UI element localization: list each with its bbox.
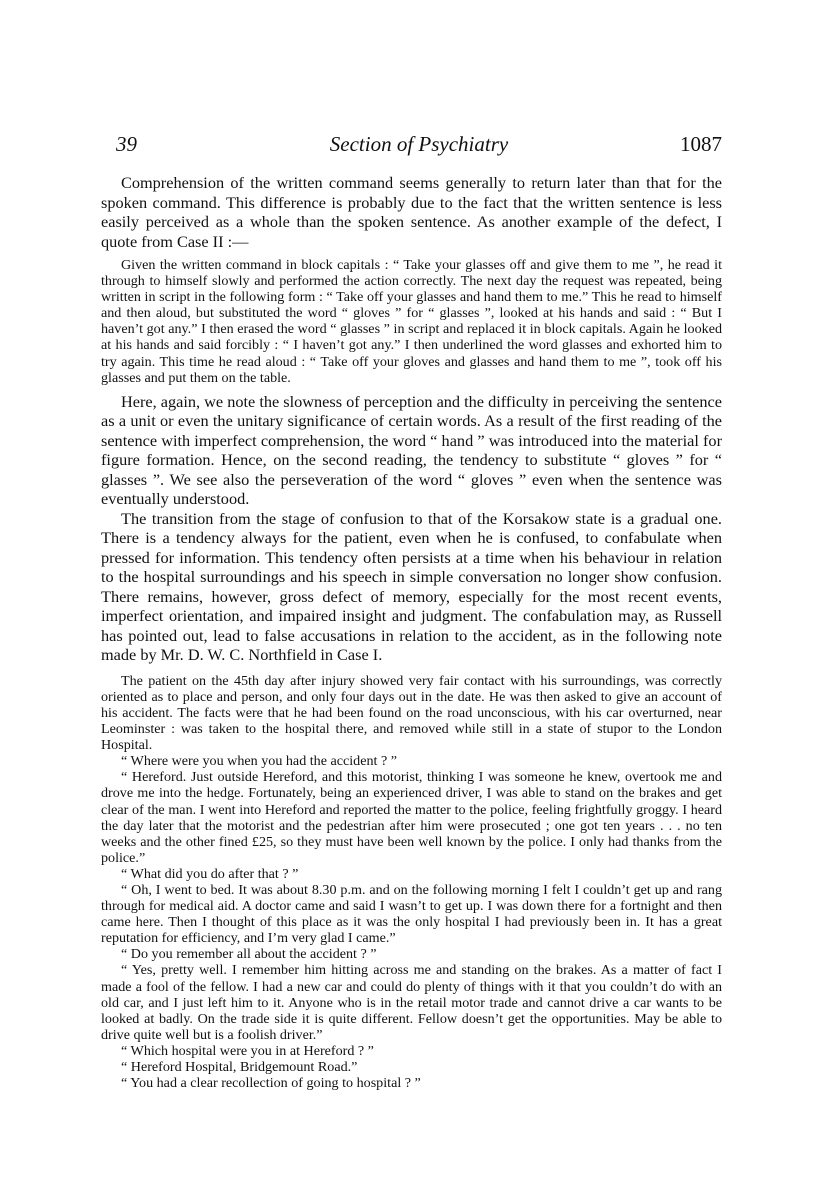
volume-number: 39 — [116, 132, 137, 156]
dialogue-line: “ Oh, I went to bed. It was about 8.30 p.m. and on the following morning I felt I couldn’t get up and rang through for medical aid. A doctor came and said I wasn’t to get up. I was down there for a fortnight and then came here. Then I thought of this place as it was the only hospital I had previously been in. It has a great reputation for efficiency, and I’m very glad I came.” — [101, 881, 722, 947]
paragraph-comprehension: Comprehension of the written command seems generally to return later than that for the spoken command. This difference is probably due to the fact that the written sentence is less easily perceived as a whole than the spoken sentence. As another example of the defect, I quote from Case II :— — [101, 173, 722, 251]
quote-case-two: Given the written command in block capitals : “ Take your glasses off and give them to me ”, he read it through to himself slowly and performed the action correctly. The next day the request was repeated, being written in script in the following form : “ Take off your glasses and hand them to me.” This he read to himself and then aloud, but substituted the word “ gloves ” for “ glasses ”, looked at his hands and said : “ But I haven’t got any.” I then erased the word “ glasses ” in script and replaced it in block capitals. Again he looked at his hands and said forcibly : “ I haven’t got any.” I then underlined the word glasses and exhorted him to try again. This time he read aloud : “ Take off your gloves and glasses and hand them to me ”, took off his glasses and put them on the table. — [101, 257, 722, 386]
dialogue-line: “ Hereford. Just outside Hereford, and this motorist, thinking I was someone he knew, overtook me and drove me into the hedge. Fortunately, being an experienced driver, I was able to stand on the brakes and get clear of the man. I went into Hereford and reported the matter to the police, feeling frightfully groggy. I heard the day later that the motorist and the pedestrian after him were prosecuted ; one got ten years . . . no ten weeks and the other fined £25, so they must have been well known by the police. I only had thanks from the police.” — [101, 769, 722, 866]
dialogue-line: “ What did you do after that ? ” — [121, 865, 299, 882]
page-number: 1087 — [680, 132, 722, 156]
dialogue-line: “ Yes, pretty well. I remember him hitting across me and standing on the brakes. As a matter of fact I made a fool of the fellow. I had a new car and could do plenty of things with it that you couldn’t do with an old car, and I just left him to it. Anyone who is in the retail motor trade and cannot drive a car wants to be looked at badly. On the trade side it is quite different. Fellow doesn’t get the opportunities. May be able to drive quite well but is a foolish driver.” — [101, 962, 722, 1043]
dialogue-line: “ Where were you when you had the accident ? ” — [121, 753, 398, 770]
quote-case-one: The patient on the 45th day after injury showed very fair contact with his surroundings, was correctly oriented as to place and person, and only four days out in the date. He was then asked to give an account of his accident. The facts were that he had been found on the road unconscious, with his car overturned, near Leominster : was taken to the hospital there, and removed while still in a state of stupor to the London Hospital. — [101, 672, 722, 754]
section-title: Section of Psychiatry — [329, 132, 509, 156]
dialogue-line: “ Do you remember all about the accident ? ” — [121, 946, 377, 963]
dialogue-line: “ Hereford Hospital, Bridgemount Road.” — [121, 1059, 358, 1075]
dialogue-line: “ You had a clear recollection of going to hospital ? ” — [121, 1075, 421, 1092]
article-body — [101, 173, 722, 1091]
paragraph-slowness: Here, again, we note the slowness of perception and the difficulty in perceiving the sentence as a unit or even the unitary significance of certain words. As a result of the first reading of the sentence with imperfect comprehension, the word “ hand ” was introduced into the material for figure formation. Hence, on the second reading, the tendency to substitute “ gloves ” for “ glasses ”. We see also the perseveration of the word “ gloves ” even when the sentence was eventually understood. — [101, 391, 722, 509]
dialogue-line: “ Which hospital were you in at Hereford ? ” — [121, 1042, 374, 1059]
running-header — [116, 132, 722, 158]
paragraph-transition: The transition from the stage of confusion to that of the Korsakow state is a gradual one. There is a tendency always for the patient, even when he is confused, to confabulate when pressed for information. This tendency often persists at a time when his behaviour in relation to the hospital surroundings and his speech in simple conversation no longer show confusion. There remains, however, gross defect of memory, especially for the most recent events, imperfect orientation, and impaired insight and judgment. The confabulation may, as Russell has pointed out, lead to false accusations in relation to the accident, as in the following note made by Mr. D. W. C. Northfield in Case I. — [101, 508, 722, 665]
